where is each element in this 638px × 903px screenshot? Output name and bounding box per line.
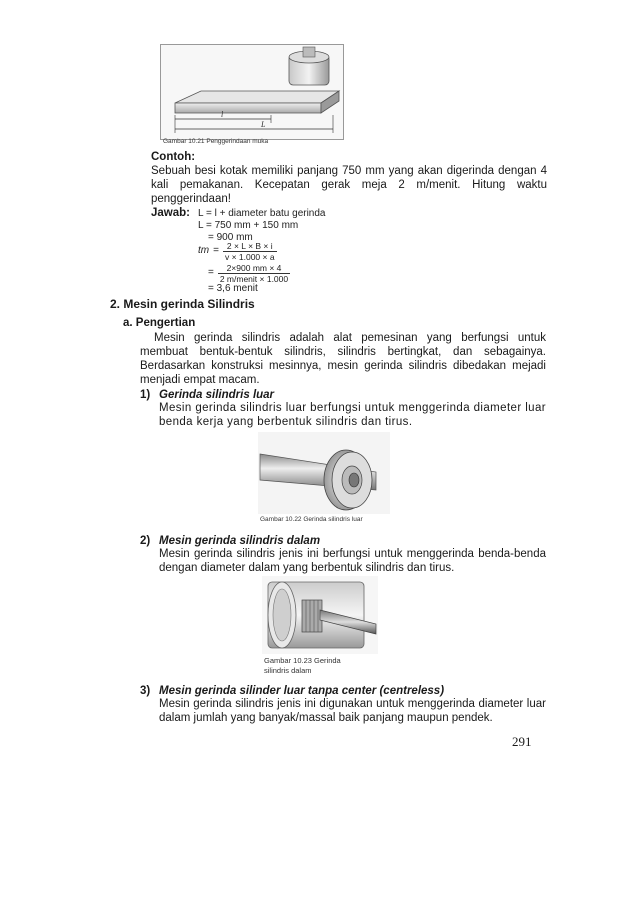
example-body: Sebuah besi kotak memiliki panjang 750 mm yang akan digerinda dengan 4 kali pemakanan. Kecepatan gerak meja 2 m/menit. Hitung waktu penggerindaan! <box>151 165 547 205</box>
formula-line-5: = $\frac{2\times 900 mm \times 4}{\text{2 m/menit × 1.000}}$ <box>208 262 289 284</box>
answer-title: Jawab: <box>151 207 190 219</box>
external-cylindrical-grinding-illustration <box>258 432 390 514</box>
item-1-number: 1) <box>140 389 151 401</box>
formula-line-4: tm = $\frac{2 \times L \times B \times i}{v \times 1.000 \times a}$ <box>198 240 275 262</box>
formula-4-numerator: 2 × L × B × i <box>223 241 277 252</box>
formula-line-3: = 900 mm <box>208 232 253 243</box>
item-2-title: Mesin gerinda silindris dalam <box>159 535 321 547</box>
dimension-L-label: L <box>261 120 266 129</box>
surface-grinding-illustration <box>161 45 343 139</box>
formula-line-6: = 3,6 menit <box>208 283 258 294</box>
figure-10-21 <box>160 44 344 140</box>
figure-10-23 <box>262 576 378 654</box>
formula-4-fraction <box>223 241 277 262</box>
page-number: 291 <box>512 734 532 749</box>
formula-5-fraction <box>218 263 290 284</box>
item-1-title: Gerinda silindris luar <box>159 389 275 401</box>
item-3-text: Mesin gerinda silindris jenis ini digunakan untuk menggerinda diameter luar dalam jumlah yang banyak/massal baik panjang maupun pendek. <box>159 698 546 724</box>
formula-5-denominator: 2 m/menit × 1.000 <box>219 273 289 284</box>
item-3-title: Mesin gerinda silinder luar tanpa center (centreless) <box>159 685 445 697</box>
item-2-text: Mesin gerinda silindris jenis ini berfungsi untuk menggerinda benda-benda dengan diameter dalam yang berbentuk silindris dan tirus. <box>159 548 546 574</box>
example-title: Contoh: <box>151 151 196 163</box>
item-1-text: Mesin gerinda silindris luar berfungsi untuk menggerinda diameter luar benda kerja yang berbentuk silindris dan tirus. <box>159 402 546 428</box>
formula-4-denominator: v × 1.000 × a <box>224 251 275 262</box>
item-2-number: 2) <box>140 535 151 547</box>
item-3-number: 3) <box>140 685 151 697</box>
formula-5-numerator: 2×900 mm × 4 <box>218 263 290 274</box>
figure-10-23-caption-line-2: silindris dalam <box>264 666 312 675</box>
figure-10-22 <box>258 432 390 514</box>
dimension-l-label: l <box>221 110 224 119</box>
pengertian-paragraph: Mesin gerinda silindris adalah alat pemesinan yang berfungsi untuk membuat bentuk-bentuk silindris, silindris bertingkat, dan sebagainya. Berdasarkan konstruksi mesinnya, mesin gerinda silindris dibedakan mejadi menjadi empat macam. <box>140 332 546 386</box>
internal-cylindrical-grinding-illustration <box>262 576 378 654</box>
figure-10-23-caption-line-1: Gambar 10.23 Gerinda <box>264 656 341 665</box>
figure-10-22-caption: Gambar 10.22 Gerinda silindris luar <box>260 516 363 523</box>
figure-10-21-caption: Gambar 10.21 Penggerindaan muka <box>163 138 269 145</box>
formula-line-2: L = 750 mm + 150 mm <box>198 220 299 231</box>
subsection-a-heading: a. Pengertian <box>123 317 196 329</box>
section-2-heading: 2. Mesin gerinda Silindris <box>110 297 255 311</box>
formula-line-1: L = l + diameter batu gerinda <box>198 208 326 219</box>
tm-symbol: tm <box>198 245 210 256</box>
